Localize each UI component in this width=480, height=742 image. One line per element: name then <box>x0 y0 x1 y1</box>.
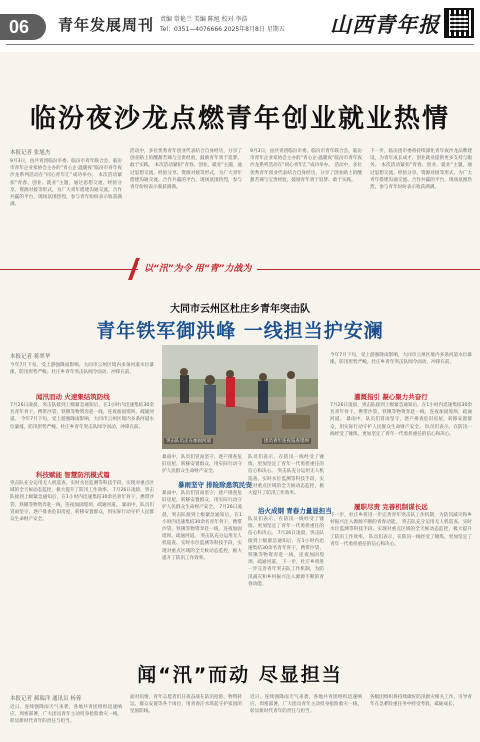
article1-para3-cont: 活动中，多位优秀青年创业代表结合自身经历，分享了创业路上的酸甜苦辣与宝贵经验，鼓励青年勇于追梦、敢于实践。 <box>250 163 362 183</box>
article2-para6-c: 下一步，杜庄乡将进一步完善青年突击队工作机制，为防汛减灾和乡村振兴注入源源不断的青春动能。 <box>248 560 324 587</box>
article3-col1 <box>10 704 122 740</box>
article2-subhead4: 浴火成钢 青春力量显担当 <box>258 507 332 515</box>
photo-caption-left: 突击队员正在加固河道 <box>166 439 211 444</box>
article2-headline: 青年铁军御洪峰 一线担当护安澜 <box>96 320 384 342</box>
article2-para2-cont: 7月26日凌晨，突击队接到上级紧急通知后，在1小时内迅速集结30余名青年骨干，携带沙袋、铁锹等物资奔赴一线，连夜加固堤坝、疏通河道。 <box>10 488 154 508</box>
article1-col2 <box>130 148 242 250</box>
article2-section6 <box>330 512 472 650</box>
article3-col4 <box>370 694 472 740</box>
article2-colB-top <box>162 454 242 478</box>
article1-col4 <box>370 148 472 250</box>
masthead-divider <box>6 44 474 45</box>
masthead <box>0 0 480 52</box>
article2-para5: 队员们表示，在防汛一线经受了锤炼，更加坚定了青年一代勇担重任的信心和决心。 <box>248 455 324 475</box>
article3-headline: 闻“汛”而动 尽显担当 <box>137 664 343 686</box>
article2-section3 <box>162 490 242 650</box>
article3-para3: 各级团组织将持续做好防汛救灾相关工作，引导青年在急难险重任务中经受考验、砥砺成长。 <box>370 695 472 708</box>
article2-para1: 今年7月下旬，受上游强降雨影响，大同市云州区境内多条河道水位暴涨，防汛形势严峻。杜庄乡青年突击队闻令而动、冲锋在前。 <box>10 363 154 376</box>
article2-para4-b: 暴雨中，队员们冒雨坚守，逐户排查危旧房屋，转移安置群众，用实际行动守护人民群众生命财产安全。 <box>162 491 242 511</box>
article2-para1-cont: 今年7月下旬，受上游强降雨影响，大同市云州区境内多条河道水位暴涨，防汛形势严峻。杜庄乡青年突击队闻令而动、冲锋在前。 <box>10 417 154 430</box>
page-number: 06 <box>0 14 46 40</box>
article3-para1: 近日，连续强降雨天气来袭，各地共青团组织迅速响应、周密部署，广大团员青年主动投身抢险救灾一线，彰显新时代青年的责任与担当。 <box>10 705 122 725</box>
newspaper-logo: 山西青年报 <box>330 12 440 37</box>
article3-para1-b: 近日，连续强降雨天气来袭，各地共青团组织迅速响应、周密部署，广大团员青年主动投身抢险救灾一线，彰显新时代青年的责任与担当。 <box>250 695 362 715</box>
article2-para3: 突击队充分运用无人机巡查、实时水位监测等科技手段，实现对重点区域的全天候动态监控，极大提升了防汛工作效率。 <box>10 481 154 494</box>
article2-section2 <box>10 480 154 650</box>
article1-byline: 本报记者 张旭杰 <box>10 150 51 156</box>
article2-section4 <box>248 516 324 650</box>
article2-para4-d: 暴雨中，队员们冒雨坚守，逐户排查危旧房屋，转移安置群众，用实际行动守护人民群众生命财产安全。 <box>330 417 472 430</box>
article1-col1 <box>10 158 122 250</box>
article3-col3 <box>250 694 362 740</box>
article2-section1 <box>10 402 154 466</box>
article2-subhead3: 暴雨坚守 排险除患筑民安 <box>178 481 252 489</box>
banner-tagline: 以“汛”为令 用“青”力战为 <box>138 261 257 277</box>
article2-subhead6: 履职尽责 完善机制谋长远 <box>354 503 428 511</box>
article2-colD-top <box>330 352 472 388</box>
article3-col2 <box>130 694 242 740</box>
article2-para6: 下一步，杜庄乡将进一步完善青年突击队工作机制，为防汛减灾和乡村振兴注入源源不断的青春动能。 <box>330 513 472 526</box>
section-banner <box>0 258 480 280</box>
article1-para2-cont: 本次活动紧扣“青春、创业、就业”主题，通过思想交流、经验分享、资源对接等形式，为广大青年搭建沟通交流、合作共赢的平台，现场氛围热烈，参与青年纷纷表示收获满满。 <box>130 163 242 191</box>
article2-para4: 暴雨中，队员们冒雨坚守，逐户排查危旧房屋，转移安置群众，用实际行动守护人民群众生命财产安全。 <box>162 455 242 475</box>
article2-para5-c: 队员们表示，在防汛一线经受了锤炼，更加坚定了青年一代勇担重任的信心和决心。 <box>248 517 324 537</box>
article1-headline: 临汾夜沙龙点燃青年创业就业热情 <box>29 104 450 134</box>
article2-subhead2: 科技赋能 智慧防汛模式篇 <box>36 471 110 479</box>
staff-info: 责编 常艳兰 美编 陈旭 校对 李浩 <box>160 16 248 23</box>
article2-para3-c: 突击队充分运用无人机巡查、实时水位监测等科技手段，实现对重点区域的全天候动态监控，极大提升了防汛工作效率。 <box>248 469 324 497</box>
article3-byline: 本报记者 郝瑞洋 通讯员 杨蓉 <box>10 696 82 702</box>
article2-subhead1: 闻汛而动 火速集结筑防线 <box>36 393 110 401</box>
article2-subhead5: 灌溉指引 凝心聚力共奋行 <box>354 393 428 401</box>
article2-colC-top <box>248 454 324 504</box>
article1-para2-cont2: 本次活动紧扣“青春、创业、就业”主题，通过思想交流、经验分享、资源对接等形式，为广大青年搭建沟通交流、合作共赢的平台，现场氛围热烈，参与青年纷纷表示收获满满。 <box>370 163 472 191</box>
article2-section5 <box>330 402 472 498</box>
article3-para2: 面对汛情，青年志愿者们日夜奋战在防汛抢险、物资转运、群众安置等各个岗位，用青春汗水筑起守护家园的坚固防线。 <box>130 695 242 715</box>
section-title: 青年发展周刊 <box>58 16 155 34</box>
article1-para1: 9月3日，由共青团临汾市委、临汾市青年联合会、临汾市青年企业家协会主办的“青心企·温暖夜”临汾市青年夜沙龙系列活动在“同心青年汇”成功举办。 <box>10 159 122 179</box>
article2-para5-d2: 队员们表示，在防汛一线经受了锤炼，更加坚定了青年一代勇担重任的信心和决心。 <box>330 534 472 547</box>
article2-intro <box>10 362 154 388</box>
article2-byline: 本报记者 蒋翠华 <box>10 354 51 360</box>
contact-info: Tel：0351—4076666 2025年8月8日 星期五 <box>160 26 285 33</box>
article2-kicker: 大同市云州区杜庄乡青年突击队 <box>170 304 310 315</box>
article1-para2: 本次活动紧扣“青春、创业、就业”主题，通过思想交流、经验分享、资源对接等形式，为广大青年搭建沟通交流、合作共赢的平台，现场氛围热烈，参与青年纷纷表示收获满满。 <box>10 173 122 208</box>
article2-para3-d: 突击队充分运用无人机巡查、实时水位监测等科技手段，实现对重点区域的全天候动态监控，极大提升了防汛工作效率。 <box>330 520 472 540</box>
article2-para1-d: 今年7月下旬，受上游强降雨影响，大同市云州区境内多条河道水位暴涨，防汛形势严峻。杜庄乡青年突击队闻令而动、冲锋在前。 <box>330 353 472 366</box>
article2-para5-d: 队员们表示，在防汛一线经受了锤炼，更加坚定了青年一代勇担重任的信心和决心。 <box>330 424 472 437</box>
article2-para3-b: 突击队充分运用无人机巡查、实时水位监测等科技手段，实现对重点区域的全天候动态监控，极大提升了防汛工作效率。 <box>162 534 242 561</box>
article1-para3: 活动中，多位优秀青年创业代表结合自身经历，分享了创业路上的酸甜苦辣与宝贵经验，鼓励青年勇于追梦、敢于实践。 <box>130 149 242 169</box>
article2-para2-d: 7月26日凌晨，突击队接到上级紧急通知后，在1小时内迅速集结30余名青年骨干，携带沙袋、铁锹等物资奔赴一线，连夜加固堤坝、疏通河道。 <box>330 403 472 423</box>
article1-col3 <box>250 148 362 250</box>
article2-para2: 7月26日凌晨，突击队接到上级紧急通知后，在1小时内迅速集结30余名青年骨干，携带沙袋、铁锹等物资奔赴一线，连夜加固堤坝、疏通河道。 <box>10 403 154 423</box>
article2-para4-cont: 暴雨中，队员们冒雨坚守，逐户排查危旧房屋，转移安置群众，用实际行动守护人民群众生命财产安全。 <box>10 502 154 523</box>
flood-rescue-photo <box>162 345 318 449</box>
qr-code-icon <box>444 8 474 38</box>
photo-caption-right: 团员青年连夜巡查堤坝 <box>264 439 309 444</box>
article2-para2-c: 7月26日凌晨，突击队接到上级紧急通知后，在1小时内迅速集结30余名青年骨干，携带沙袋、铁锹等物资奔赴一线，连夜加固堤坝、疏通河道。 <box>248 531 324 566</box>
article2-para2-b: 7月26日凌晨，突击队接到上级紧急通知后，在1小时内迅速集结30余名青年骨干，携带沙袋、铁锹等物资奔赴一线，连夜加固堤坝、疏通河道。 <box>162 505 242 540</box>
article1-para4: 下一步，临汾团市委将持续深化青年夜沙龙品牌建设，为青年成长成才、创业就业提供更多支持与服务。 <box>370 149 472 169</box>
article1-para1-cont: 9月3日，由共青团临汾市委、临汾市青年联合会、临汾市青年企业家协会主办的“青心企·温暖夜”临汾市青年夜沙龙系列活动在“同心青年汇”成功举办。 <box>250 149 362 169</box>
